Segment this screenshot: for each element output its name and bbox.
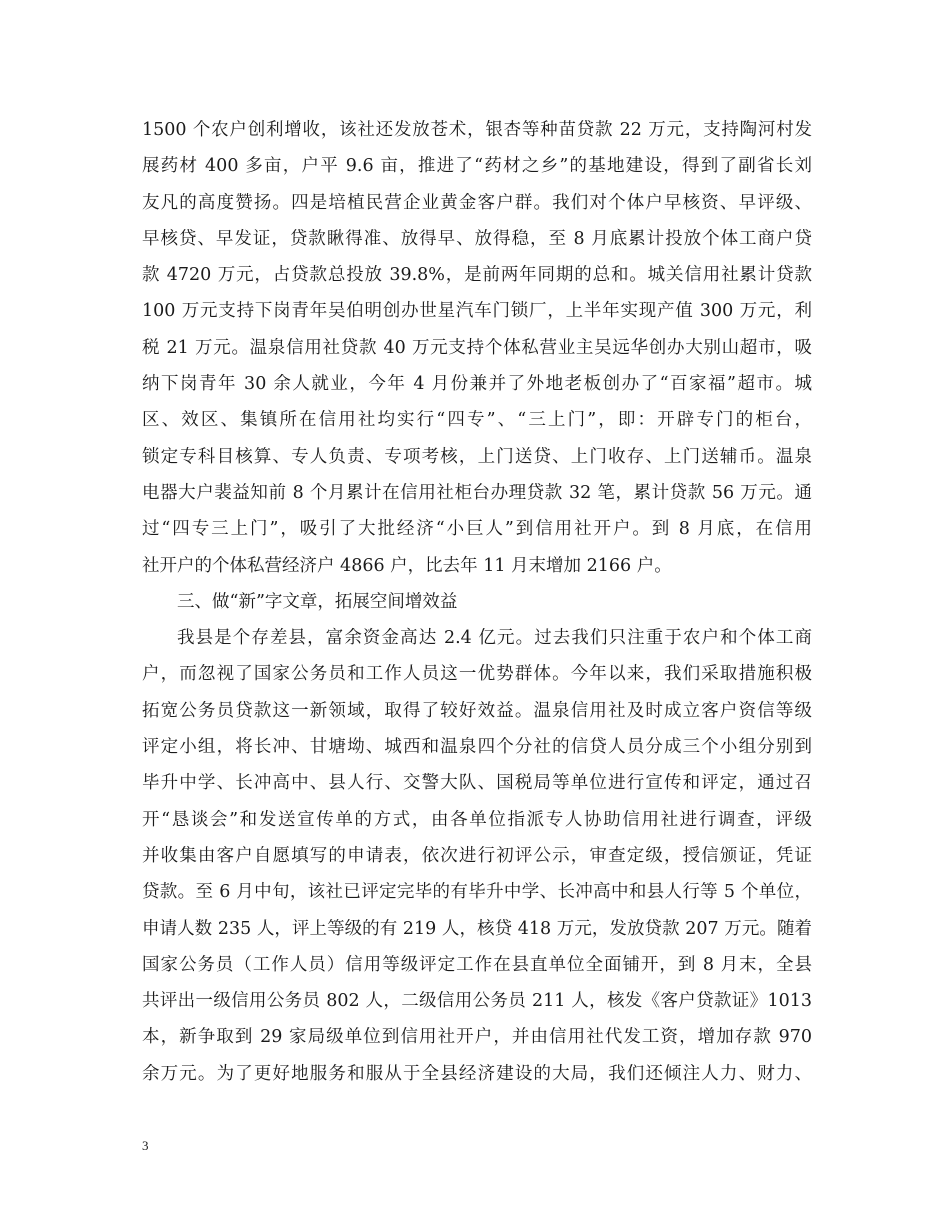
text-line: 评定小组，将长冲、甘塘坳、城西和温泉四个分社的信贷人员分成三个小组分别到 bbox=[142, 737, 812, 758]
text-line: 展药材 400 多亩，户平 9.6 亩，推进了“药材之乡”的基地建设，得到了副省长刘 bbox=[142, 156, 812, 177]
text-line: 户，而忽视了国家公务员和工作人员这一优势群体。今年以来，我们采取措施积极 bbox=[142, 664, 812, 685]
text-line: 友凡的高度赞扬。四是培植民营企业黄金客户群。我们对个体户早核资、早评级、 bbox=[142, 192, 812, 213]
text-line: 毕升中学、长冲高中、县人行、交警大队、国税局等单位进行宣传和评定，通过召 bbox=[142, 773, 812, 794]
text-line: 社开户的个体私营经济户 4866 户，比去年 11 月末增加 2166 户。 bbox=[142, 555, 672, 576]
body-text bbox=[142, 112, 812, 1092]
text-line: 本，新争取到 29 家局级单位到信用社开户，并由信用社代发工资，增加存款 970 bbox=[142, 1027, 812, 1048]
text-line: 锁定专科目核算、专人负责、专项考核，上门送贷、上门收存、上门送辅币。温泉 bbox=[142, 446, 812, 467]
text-line: 余万元。为了更好地服务和服从于全县经济建设的大局，我们还倾注人力、财力、 bbox=[142, 1063, 812, 1084]
text-line: 区、效区、集镇所在信用社均实行“四专”、“三上门”，即：开辟专门的柜台， bbox=[142, 410, 812, 431]
text-line: 申请人数 235 人，评上等级的有 219 人，核贷 418 万元，发放贷款 207 万元。随着 bbox=[142, 918, 812, 939]
page-number: 3 bbox=[142, 1138, 149, 1153]
text-line: 纳下岗青年 30 余人就业，今年 4 月份兼并了外地老板创办了“百家福”超市。城 bbox=[142, 374, 812, 395]
text-line: 共评出一级信用公务员 802 人，二级信用公务员 211 人，核发《客户贷款证》1013 bbox=[142, 991, 812, 1012]
text-line: 税 21 万元。温泉信用社贷款 40 万元支持个体私营业主吴远华创办大别山超市，吸 bbox=[142, 337, 812, 358]
text-line: 早核贷、早发证，贷款瞅得准、放得早、放得稳，至 8 月底累计投放个体工商户贷 bbox=[142, 228, 812, 249]
text-line: 1500 个农户创利增收，该社还发放苍术，银杏等种苗贷款 22 万元，支持陶河村发 bbox=[142, 120, 812, 140]
text-line: 款 4720 万元，占贷款总投放 39.8%，是前两年同期的总和。城关信用社累计贷款 bbox=[142, 265, 812, 286]
text-line: 开“恳谈会”和发送宣传单的方式，由各单位指派专人协助信用社进行调查，评级 bbox=[142, 809, 812, 830]
section-heading: 三、做“新”字文章，拓展空间增效益 bbox=[177, 591, 458, 612]
text-line: 电器大户裴益知前 8 个月累计在信用社柜台办理贷款 32 笔，累计贷款 56 万元。通 bbox=[142, 482, 812, 503]
text-line: 贷款。至 6 月中旬，该社已评定完毕的有毕升中学、长冲高中和县人行等 5 个单位， bbox=[142, 882, 812, 903]
text-line: 我县是个存差县，富余资金高达 2.4 亿元。过去我们只注重于农户和个体工商 bbox=[177, 628, 812, 649]
text-line: 100 万元支持下岗青年吴伯明创办世星汽车门锁厂，上半年实现产值 300 万元，利 bbox=[142, 301, 812, 322]
text-line: 过“四专三上门”，吸引了大批经济“小巨人”到信用社开户。到 8 月底，在信用 bbox=[142, 519, 812, 540]
text-line: 国家公务员（工作人员）信用等级评定工作在县直单位全面铺开，到 8 月末，全县 bbox=[142, 954, 812, 975]
text-line: 拓宽公务员贷款这一新领域，取得了较好效益。温泉信用社及时成立客户资信等级 bbox=[142, 700, 812, 721]
text-line: 并收集由客户自愿填写的申请表，依次进行初评公示，审查定级，授信颁证，凭证 bbox=[142, 845, 812, 866]
